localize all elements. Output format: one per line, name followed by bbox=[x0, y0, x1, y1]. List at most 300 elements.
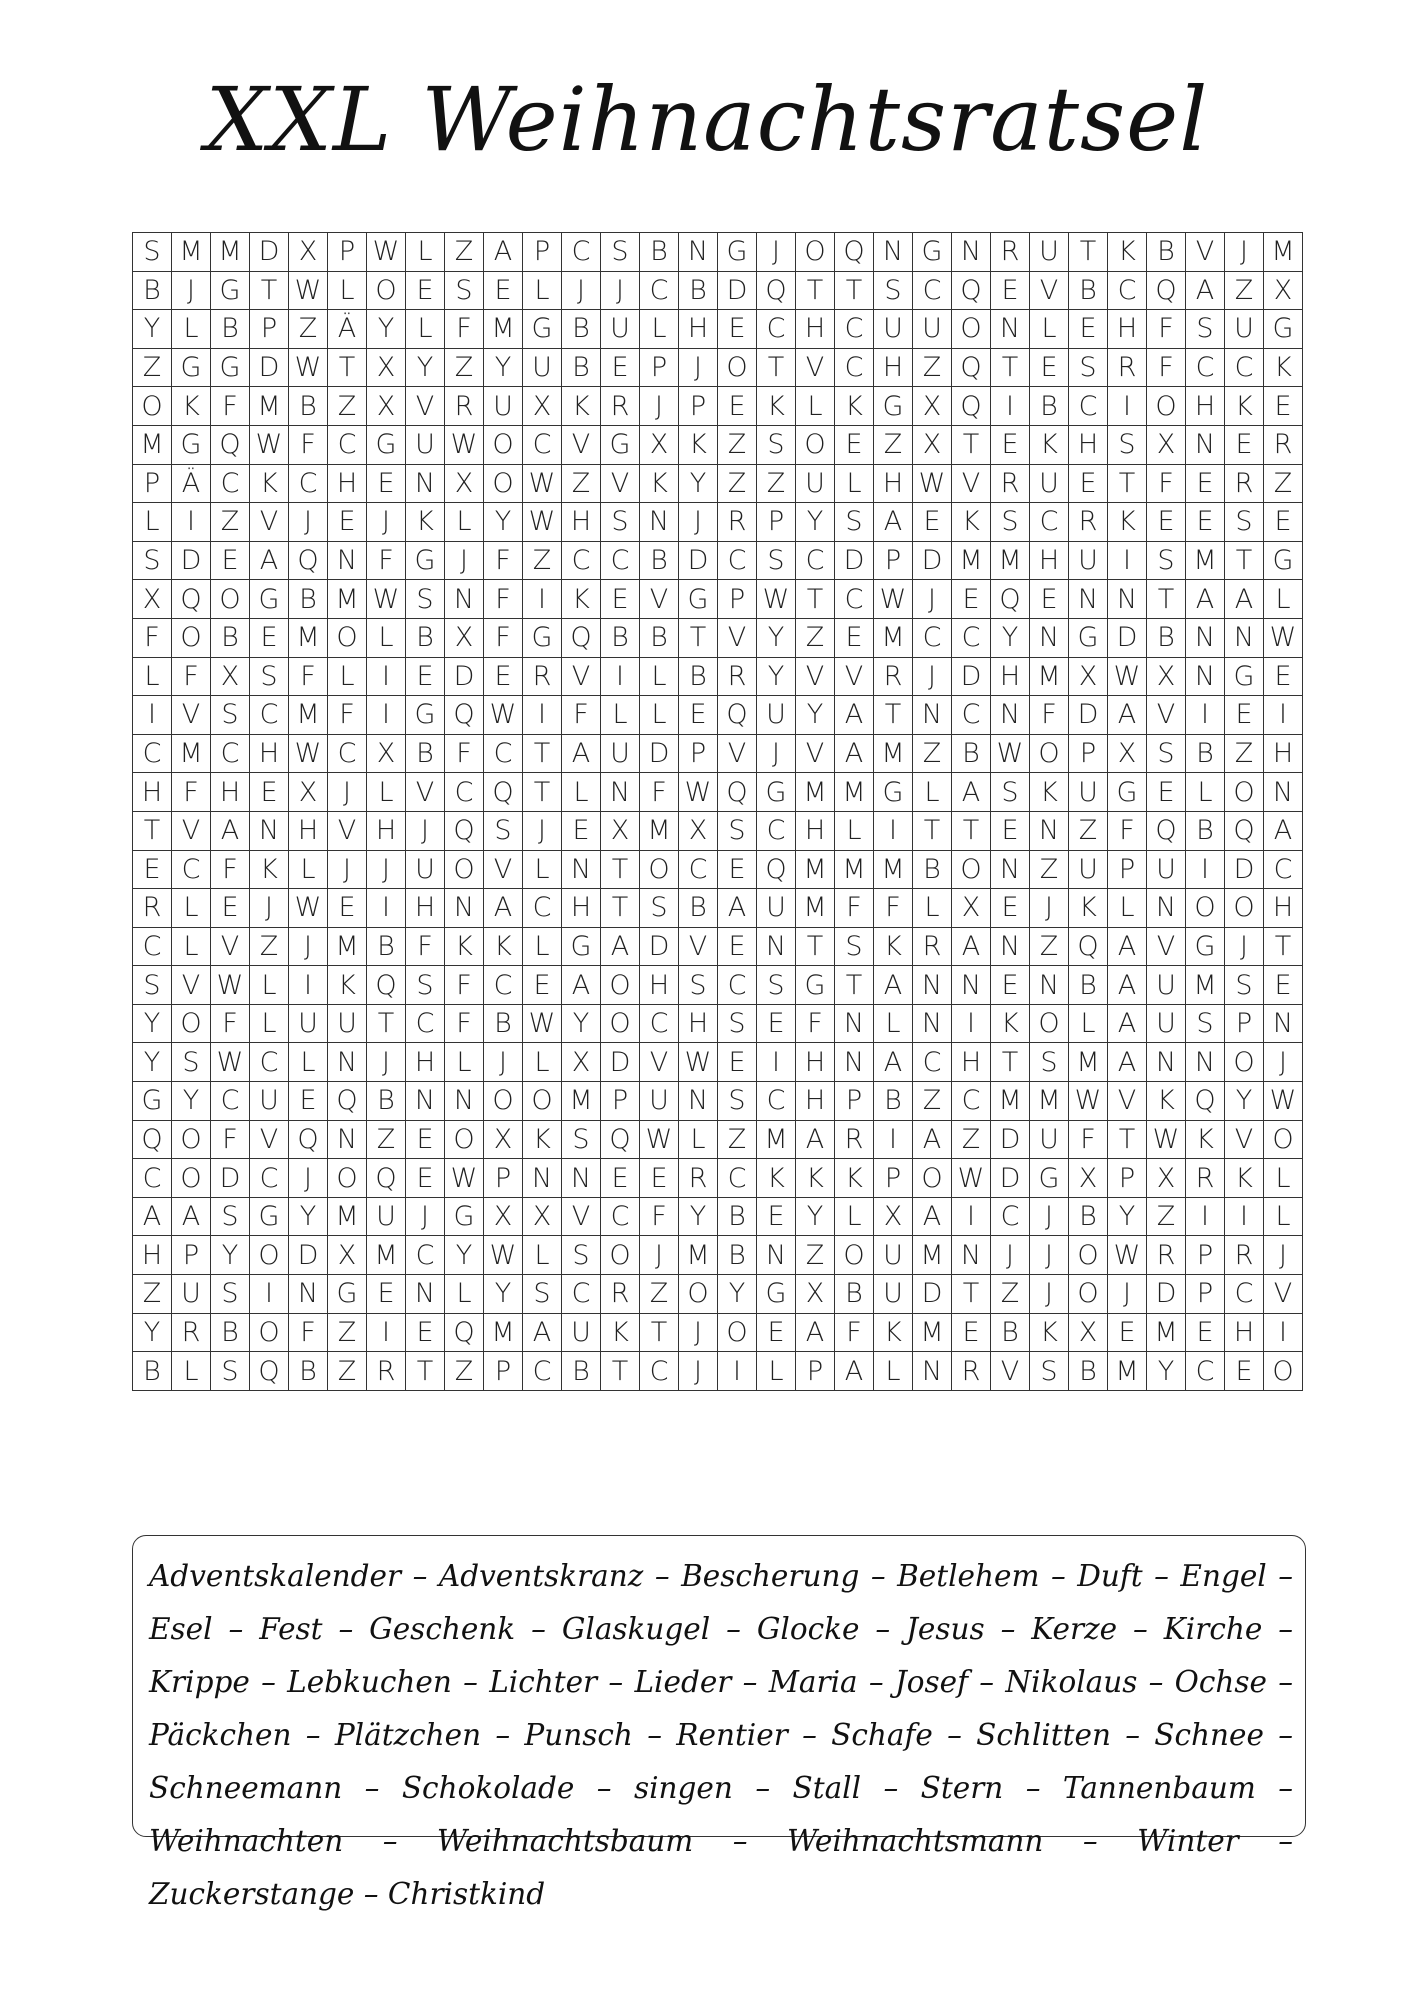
grid-cell: H bbox=[133, 1236, 172, 1275]
grid-cell: L bbox=[523, 1236, 562, 1275]
grid-cell: W bbox=[289, 735, 328, 774]
grid-cell: F bbox=[172, 773, 211, 812]
grid-cell: Q bbox=[367, 1159, 406, 1198]
grid-cell: J bbox=[1225, 233, 1264, 272]
grid-cell: H bbox=[796, 1043, 835, 1082]
grid-cell: Z bbox=[1147, 1198, 1186, 1237]
grid-cell: E bbox=[601, 580, 640, 619]
grid-cell: S bbox=[133, 542, 172, 581]
grid-cell: P bbox=[640, 349, 679, 388]
grid-cell: D bbox=[172, 542, 211, 581]
grid-cell: F bbox=[328, 696, 367, 735]
grid-cell: O bbox=[484, 465, 523, 504]
grid-cell: A bbox=[835, 1352, 874, 1391]
grid-cell: C bbox=[1108, 272, 1147, 311]
grid-cell: J bbox=[367, 503, 406, 542]
grid-cell: O bbox=[796, 233, 835, 272]
grid-cell: E bbox=[406, 272, 445, 311]
grid-cell: P bbox=[796, 1352, 835, 1391]
grid-cell: Q bbox=[1225, 812, 1264, 851]
grid-cell: W bbox=[1264, 619, 1303, 658]
grid-cell: S bbox=[172, 1043, 211, 1082]
grid-cell: U bbox=[874, 1236, 913, 1275]
grid-cell: I bbox=[952, 1005, 991, 1044]
grid-cell: U bbox=[250, 1082, 289, 1121]
grid-cell: N bbox=[991, 928, 1030, 967]
grid-cell: B bbox=[562, 1352, 601, 1391]
grid-cell: M bbox=[991, 542, 1030, 581]
grid-cell: G bbox=[367, 426, 406, 465]
grid-cell: J bbox=[172, 272, 211, 311]
grid-cell: T bbox=[523, 773, 562, 812]
grid-cell: J bbox=[484, 1043, 523, 1082]
grid-cell: I bbox=[289, 966, 328, 1005]
grid-cell: O bbox=[250, 1236, 289, 1275]
grid-cell: H bbox=[289, 812, 328, 851]
grid-cell: C bbox=[562, 233, 601, 272]
grid-cell: C bbox=[1186, 1352, 1225, 1391]
grid-cell: O bbox=[1069, 1236, 1108, 1275]
grid-cell: O bbox=[133, 387, 172, 426]
grid-cell: X bbox=[1264, 272, 1303, 311]
grid-cell: X bbox=[1147, 426, 1186, 465]
grid-cell: X bbox=[1069, 658, 1108, 697]
grid-cell: H bbox=[211, 773, 250, 812]
grid-cell: N bbox=[406, 1275, 445, 1314]
grid-cell: X bbox=[445, 619, 484, 658]
grid-cell: E bbox=[991, 966, 1030, 1005]
grid-cell: Z bbox=[913, 1082, 952, 1121]
grid-cell: Q bbox=[367, 966, 406, 1005]
grid-cell: B bbox=[1186, 812, 1225, 851]
grid-cell: O bbox=[952, 310, 991, 349]
grid-cell: C bbox=[718, 1159, 757, 1198]
grid-cell: M bbox=[484, 310, 523, 349]
grid-cell: Z bbox=[289, 310, 328, 349]
grid-cell: S bbox=[406, 966, 445, 1005]
grid-cell: C bbox=[952, 1082, 991, 1121]
grid-cell: Z bbox=[913, 735, 952, 774]
grid-cell: C bbox=[835, 349, 874, 388]
grid-cell: A bbox=[796, 1314, 835, 1353]
grid-cell: W bbox=[679, 1043, 718, 1082]
grid-cell: W bbox=[523, 465, 562, 504]
grid-cell: L bbox=[601, 696, 640, 735]
grid-cell: H bbox=[952, 1043, 991, 1082]
grid-cell: D bbox=[601, 1043, 640, 1082]
grid-cell: E bbox=[1108, 1314, 1147, 1353]
grid-cell: Z bbox=[991, 1275, 1030, 1314]
grid-cell: E bbox=[367, 465, 406, 504]
grid-cell: C bbox=[211, 465, 250, 504]
grid-cell: T bbox=[757, 349, 796, 388]
grid-cell: F bbox=[211, 1005, 250, 1044]
grid-cell: J bbox=[913, 580, 952, 619]
grid-cell: J bbox=[913, 658, 952, 697]
grid-cell: P bbox=[133, 465, 172, 504]
grid-cell: E bbox=[757, 1314, 796, 1353]
grid-cell: K bbox=[1030, 426, 1069, 465]
grid-cell: Y bbox=[757, 619, 796, 658]
grid-cell: K bbox=[406, 503, 445, 542]
grid-cell: Z bbox=[718, 465, 757, 504]
grid-cell: P bbox=[523, 233, 562, 272]
grid-cell: W bbox=[1069, 1082, 1108, 1121]
grid-cell: A bbox=[562, 735, 601, 774]
grid-cell: M bbox=[250, 387, 289, 426]
grid-cell: W bbox=[367, 233, 406, 272]
grid-cell: P bbox=[874, 1159, 913, 1198]
grid-cell: Q bbox=[952, 349, 991, 388]
grid-cell: C bbox=[328, 426, 367, 465]
grid-cell: S bbox=[757, 966, 796, 1005]
grid-cell: N bbox=[991, 310, 1030, 349]
grid-cell: X bbox=[367, 349, 406, 388]
grid-cell: T bbox=[1069, 233, 1108, 272]
grid-cell: J bbox=[289, 503, 328, 542]
grid-cell: R bbox=[952, 1352, 991, 1391]
grid-cell: N bbox=[250, 812, 289, 851]
grid-cell: E bbox=[406, 1159, 445, 1198]
grid-cell: U bbox=[874, 1275, 913, 1314]
grid-cell: I bbox=[991, 387, 1030, 426]
grid-cell: W bbox=[640, 1121, 679, 1160]
grid-cell: H bbox=[1186, 387, 1225, 426]
grid-cell: E bbox=[718, 310, 757, 349]
grid-cell: N bbox=[1069, 580, 1108, 619]
grid-cell: Ä bbox=[328, 310, 367, 349]
grid-cell: T bbox=[1225, 542, 1264, 581]
grid-cell: V bbox=[991, 1352, 1030, 1391]
grid-cell: E bbox=[1225, 1352, 1264, 1391]
grid-cell: S bbox=[133, 966, 172, 1005]
grid-cell: E bbox=[406, 658, 445, 697]
grid-cell: A bbox=[484, 233, 523, 272]
grid-cell: G bbox=[757, 1275, 796, 1314]
grid-cell: X bbox=[1147, 1159, 1186, 1198]
grid-cell: W bbox=[484, 696, 523, 735]
grid-cell: J bbox=[679, 503, 718, 542]
grid-cell: C bbox=[1225, 349, 1264, 388]
grid-cell: X bbox=[367, 735, 406, 774]
grid-cell: C bbox=[601, 542, 640, 581]
grid-cell: B bbox=[562, 349, 601, 388]
grid-cell: O bbox=[1147, 387, 1186, 426]
grid-cell: J bbox=[601, 272, 640, 311]
grid-cell: E bbox=[991, 889, 1030, 928]
grid-cell: G bbox=[1225, 658, 1264, 697]
grid-cell: G bbox=[1264, 310, 1303, 349]
grid-cell: H bbox=[874, 349, 913, 388]
grid-cell: B bbox=[952, 735, 991, 774]
grid-cell: V bbox=[484, 851, 523, 890]
grid-cell: C bbox=[640, 1352, 679, 1391]
grid-cell: C bbox=[835, 580, 874, 619]
grid-cell: Y bbox=[484, 503, 523, 542]
grid-cell: Y bbox=[1108, 1198, 1147, 1237]
grid-cell: M bbox=[328, 928, 367, 967]
grid-cell: N bbox=[913, 696, 952, 735]
grid-cell: V bbox=[562, 426, 601, 465]
grid-cell: I bbox=[1186, 696, 1225, 735]
grid-cell: Q bbox=[211, 426, 250, 465]
grid-cell: D bbox=[718, 272, 757, 311]
grid-cell: A bbox=[835, 696, 874, 735]
grid-cell: W bbox=[952, 1159, 991, 1198]
grid-cell: K bbox=[1225, 387, 1264, 426]
grid-cell: X bbox=[523, 387, 562, 426]
grid-cell: C bbox=[913, 272, 952, 311]
grid-cell: Q bbox=[718, 696, 757, 735]
grid-cell: B bbox=[133, 272, 172, 311]
grid-cell: X bbox=[367, 387, 406, 426]
grid-cell: A bbox=[1108, 966, 1147, 1005]
grid-cell: S bbox=[211, 1275, 250, 1314]
grid-cell: E bbox=[601, 1159, 640, 1198]
grid-cell: Z bbox=[250, 928, 289, 967]
grid-cell: Y bbox=[133, 310, 172, 349]
grid-cell: N bbox=[679, 233, 718, 272]
grid-cell: E bbox=[718, 851, 757, 890]
grid-cell: G bbox=[913, 233, 952, 272]
grid-cell: T bbox=[1264, 928, 1303, 967]
grid-cell: Z bbox=[445, 1352, 484, 1391]
grid-cell: V bbox=[679, 928, 718, 967]
grid-cell: U bbox=[874, 310, 913, 349]
grid-cell: T bbox=[952, 426, 991, 465]
grid-cell: L bbox=[874, 1005, 913, 1044]
grid-cell: D bbox=[991, 1159, 1030, 1198]
grid-cell: O bbox=[952, 851, 991, 890]
grid-cell: U bbox=[367, 1198, 406, 1237]
grid-cell: K bbox=[757, 387, 796, 426]
grid-cell: Q bbox=[952, 387, 991, 426]
grid-cell: O bbox=[484, 426, 523, 465]
grid-cell: W bbox=[1264, 1082, 1303, 1121]
grid-cell: Z bbox=[523, 542, 562, 581]
grid-cell: L bbox=[835, 465, 874, 504]
grid-cell: S bbox=[835, 928, 874, 967]
grid-cell: U bbox=[484, 387, 523, 426]
grid-cell: U bbox=[172, 1275, 211, 1314]
grid-cell: Y bbox=[562, 1005, 601, 1044]
grid-cell: Y bbox=[367, 310, 406, 349]
grid-cell: U bbox=[1225, 310, 1264, 349]
grid-cell: J bbox=[757, 735, 796, 774]
grid-cell: S bbox=[445, 272, 484, 311]
grid-cell: Z bbox=[913, 349, 952, 388]
grid-cell: W bbox=[874, 580, 913, 619]
grid-cell: G bbox=[250, 580, 289, 619]
grid-cell: O bbox=[1225, 889, 1264, 928]
grid-cell: L bbox=[1030, 310, 1069, 349]
grid-cell: J bbox=[1264, 1043, 1303, 1082]
grid-cell: K bbox=[1030, 1314, 1069, 1353]
grid-cell: R bbox=[835, 1121, 874, 1160]
grid-cell: C bbox=[328, 735, 367, 774]
grid-cell: R bbox=[1108, 349, 1147, 388]
grid-cell: X bbox=[952, 889, 991, 928]
grid-cell: M bbox=[172, 735, 211, 774]
grid-cell: M bbox=[367, 1236, 406, 1275]
grid-cell: V bbox=[172, 966, 211, 1005]
grid-cell: F bbox=[562, 696, 601, 735]
grid-cell: V bbox=[796, 735, 835, 774]
grid-cell: A bbox=[1108, 1043, 1147, 1082]
grid-cell: Y bbox=[289, 1198, 328, 1237]
grid-cell: E bbox=[679, 696, 718, 735]
grid-cell: C bbox=[718, 966, 757, 1005]
grid-cell: C bbox=[211, 1082, 250, 1121]
grid-cell: H bbox=[1264, 889, 1303, 928]
grid-cell: L bbox=[406, 233, 445, 272]
grid-cell: H bbox=[796, 812, 835, 851]
grid-cell: U bbox=[406, 851, 445, 890]
grid-cell: M bbox=[328, 580, 367, 619]
grid-cell: N bbox=[874, 233, 913, 272]
grid-cell: F bbox=[289, 1314, 328, 1353]
grid-cell: N bbox=[328, 542, 367, 581]
grid-cell: A bbox=[1108, 1005, 1147, 1044]
grid-cell: E bbox=[913, 503, 952, 542]
grid-cell: J bbox=[523, 812, 562, 851]
grid-cell: N bbox=[913, 1352, 952, 1391]
grid-cell: Y bbox=[991, 619, 1030, 658]
grid-cell: M bbox=[874, 619, 913, 658]
grid-cell: Y bbox=[757, 658, 796, 697]
grid-cell: L bbox=[250, 1005, 289, 1044]
grid-cell: C bbox=[913, 1043, 952, 1082]
grid-cell: C bbox=[250, 1043, 289, 1082]
grid-cell: O bbox=[328, 619, 367, 658]
grid-cell: I bbox=[718, 1352, 757, 1391]
grid-cell: M bbox=[328, 1198, 367, 1237]
grid-cell: C bbox=[523, 426, 562, 465]
grid-cell: B bbox=[640, 542, 679, 581]
grid-cell: L bbox=[640, 310, 679, 349]
grid-cell: O bbox=[367, 272, 406, 311]
grid-cell: K bbox=[1186, 1121, 1225, 1160]
grid-cell: I bbox=[757, 1043, 796, 1082]
grid-cell: E bbox=[484, 272, 523, 311]
grid-cell: A bbox=[523, 1314, 562, 1353]
grid-cell: V bbox=[640, 580, 679, 619]
grid-cell: N bbox=[1147, 889, 1186, 928]
grid-cell: B bbox=[562, 310, 601, 349]
grid-cell: V bbox=[952, 465, 991, 504]
grid-cell: T bbox=[523, 735, 562, 774]
grid-cell: U bbox=[640, 1082, 679, 1121]
grid-cell: W bbox=[289, 349, 328, 388]
grid-cell: L bbox=[133, 658, 172, 697]
grid-cell: F bbox=[835, 889, 874, 928]
grid-cell: Z bbox=[1069, 812, 1108, 851]
grid-cell: Y bbox=[133, 1005, 172, 1044]
grid-cell: S bbox=[250, 658, 289, 697]
grid-cell: L bbox=[367, 619, 406, 658]
grid-cell: F bbox=[211, 1121, 250, 1160]
grid-cell: Z bbox=[445, 233, 484, 272]
grid-cell: O bbox=[523, 1082, 562, 1121]
grid-cell: I bbox=[1108, 387, 1147, 426]
grid-cell: S bbox=[211, 696, 250, 735]
grid-cell: V bbox=[1264, 1275, 1303, 1314]
grid-cell: E bbox=[1264, 387, 1303, 426]
grid-cell: L bbox=[523, 272, 562, 311]
grid-cell: R bbox=[1069, 503, 1108, 542]
grid-cell: P bbox=[1069, 735, 1108, 774]
grid-cell: S bbox=[211, 1198, 250, 1237]
grid-cell: C bbox=[640, 272, 679, 311]
grid-cell: F bbox=[484, 619, 523, 658]
grid-cell: X bbox=[328, 1236, 367, 1275]
grid-cell: U bbox=[757, 889, 796, 928]
grid-cell: M bbox=[1108, 1352, 1147, 1391]
grid-cell: M bbox=[1147, 1314, 1186, 1353]
grid-cell: D bbox=[640, 735, 679, 774]
grid-cell: U bbox=[523, 349, 562, 388]
grid-cell: N bbox=[991, 696, 1030, 735]
grid-cell: G bbox=[172, 349, 211, 388]
grid-cell: D bbox=[1069, 696, 1108, 735]
grid-cell: Q bbox=[757, 851, 796, 890]
grid-cell: F bbox=[1069, 1121, 1108, 1160]
grid-cell: N bbox=[328, 1121, 367, 1160]
grid-cell: E bbox=[250, 773, 289, 812]
grid-cell: K bbox=[991, 1005, 1030, 1044]
grid-cell: K bbox=[835, 1159, 874, 1198]
grid-cell: C bbox=[952, 619, 991, 658]
grid-cell: R bbox=[1225, 1236, 1264, 1275]
grid-cell: C bbox=[757, 1082, 796, 1121]
grid-cell: S bbox=[874, 272, 913, 311]
grid-cell: J bbox=[406, 812, 445, 851]
grid-cell: U bbox=[1030, 233, 1069, 272]
grid-cell: W bbox=[991, 735, 1030, 774]
grid-cell: V bbox=[172, 696, 211, 735]
grid-cell: K bbox=[1264, 349, 1303, 388]
grid-cell: U bbox=[1147, 851, 1186, 890]
grid-cell: V bbox=[172, 812, 211, 851]
grid-cell: O bbox=[172, 619, 211, 658]
grid-cell: G bbox=[1186, 928, 1225, 967]
grid-cell: S bbox=[1069, 349, 1108, 388]
grid-cell: S bbox=[1186, 310, 1225, 349]
grid-cell: Z bbox=[1225, 735, 1264, 774]
grid-cell: G bbox=[757, 773, 796, 812]
grid-cell: E bbox=[991, 812, 1030, 851]
grid-cell: L bbox=[172, 310, 211, 349]
grid-cell: Z bbox=[211, 503, 250, 542]
grid-cell: O bbox=[1264, 1121, 1303, 1160]
grid-cell: B bbox=[679, 889, 718, 928]
grid-cell: K bbox=[757, 1159, 796, 1198]
grid-cell: V bbox=[796, 349, 835, 388]
grid-cell: J bbox=[367, 1043, 406, 1082]
grid-cell: Q bbox=[991, 580, 1030, 619]
grid-cell: L bbox=[835, 812, 874, 851]
grid-cell: G bbox=[874, 387, 913, 426]
grid-cell: C bbox=[1264, 851, 1303, 890]
grid-cell: N bbox=[289, 1275, 328, 1314]
grid-cell: A bbox=[835, 735, 874, 774]
grid-cell: H bbox=[874, 465, 913, 504]
grid-cell: G bbox=[1108, 773, 1147, 812]
grid-cell: X bbox=[913, 426, 952, 465]
grid-cell: J bbox=[679, 1352, 718, 1391]
grid-cell: B bbox=[406, 735, 445, 774]
grid-cell: E bbox=[1069, 310, 1108, 349]
